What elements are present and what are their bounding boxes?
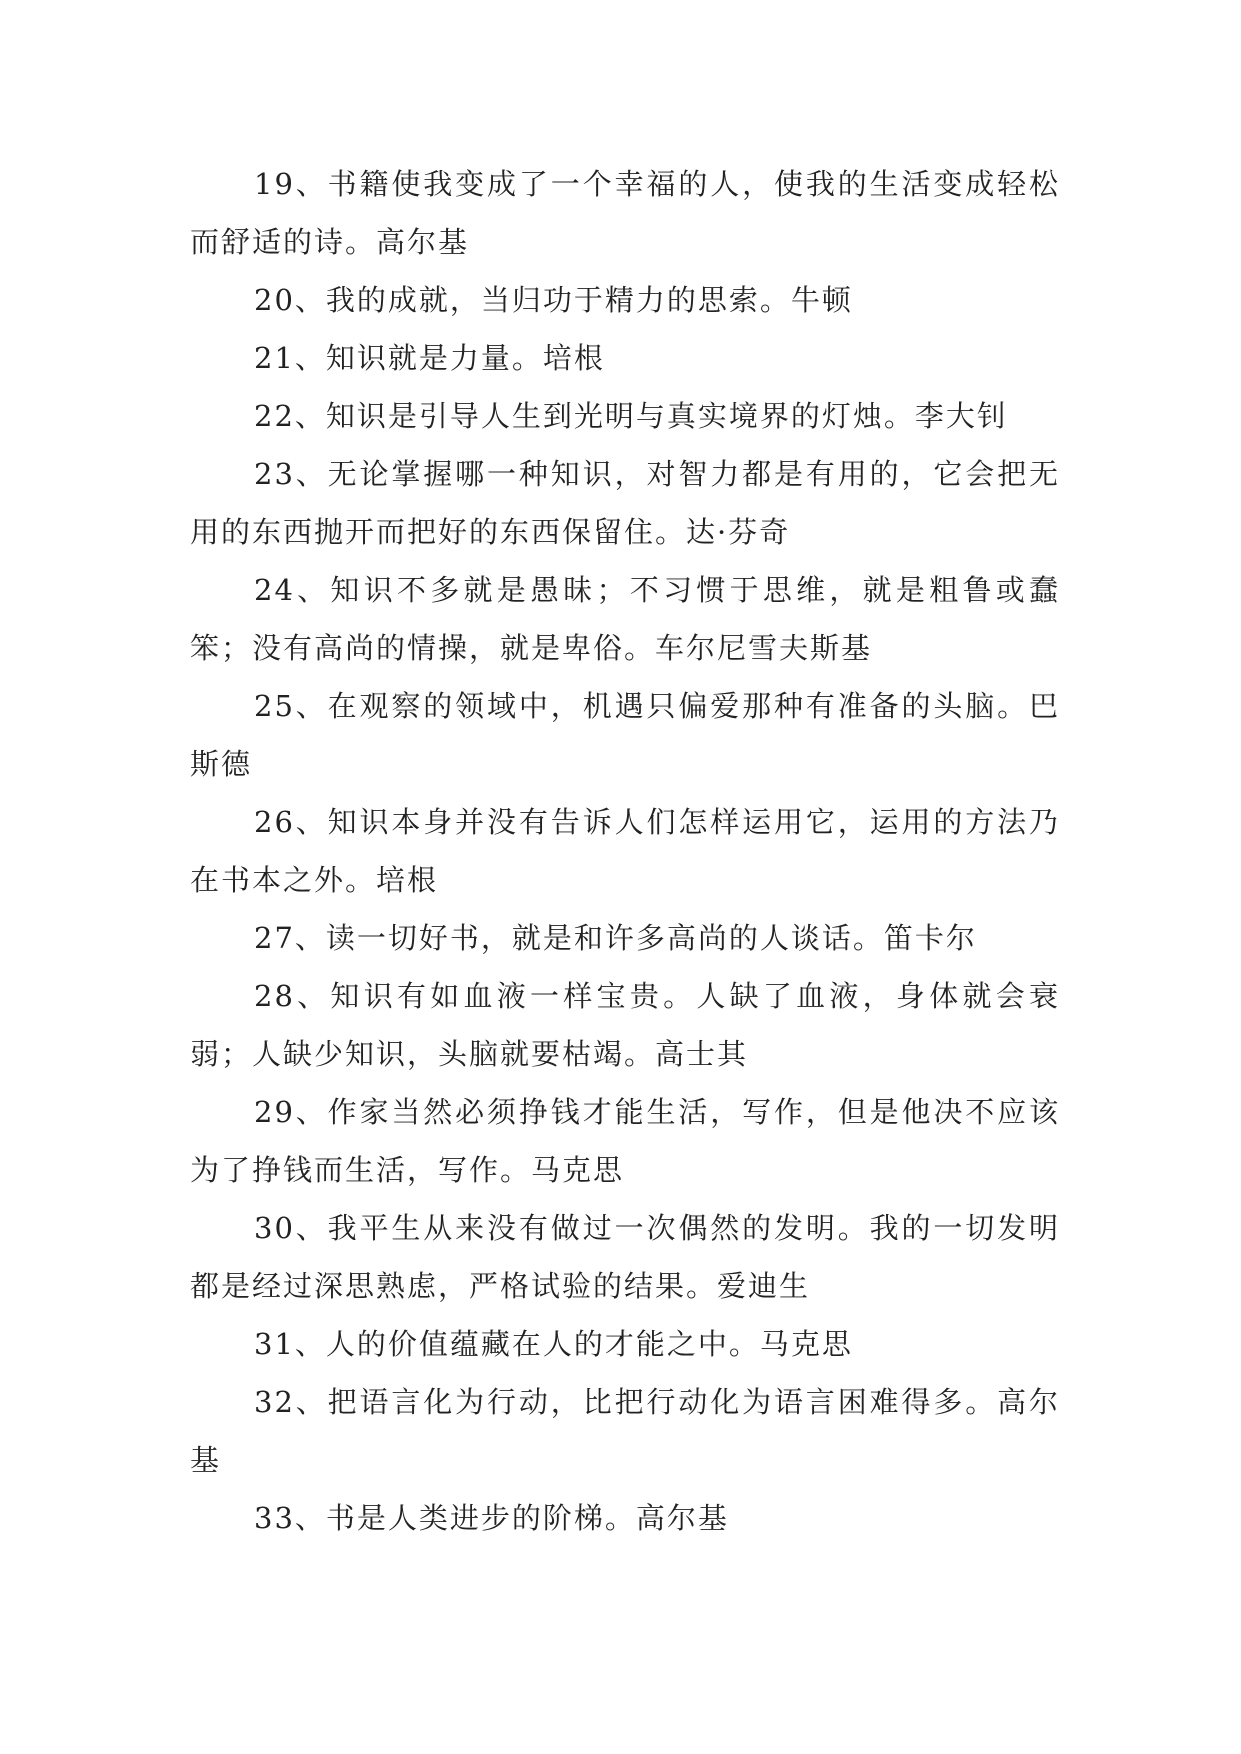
quote-paragraph: 19、书籍使我变成了一个幸福的人，使我的生活变成轻松而舒适的诗。高尔基: [190, 167, 1060, 259]
quote-paragraph: 32、把语言化为行动，比把行动化为语言困难得多。高尔基: [190, 1385, 1060, 1477]
quote-paragraph: 20、我的成就，当归功于精力的思索。牛顿: [254, 283, 853, 317]
quote-paragraph: 23、无论掌握哪一种知识，对智力都是有用的，它会把无用的东西抛开而把好的东西保留住。达·芬奇: [190, 457, 1060, 549]
quote-paragraph: 33、书是人类进步的阶梯。高尔基: [254, 1501, 729, 1535]
quote-paragraph: 28、知识有如血液一样宝贵。人缺了血液，身体就会衰弱；人缺少知识，头脑就要枯竭。高士其: [190, 979, 1060, 1071]
quote-paragraph: 30、我平生从来没有做过一次偶然的发明。我的一切发明都是经过深思熟虑，严格试验的结果。爱迪生: [190, 1211, 1060, 1303]
quote-paragraph: 31、人的价值蕴藏在人的才能之中。马克思: [254, 1327, 853, 1361]
quote-paragraph: 22、知识是引导人生到光明与真实境界的灯烛。李大钊: [254, 399, 1008, 433]
quote-paragraph: 25、在观察的领域中，机遇只偏爱那种有准备的头脑。巴斯德: [190, 689, 1060, 781]
quote-paragraph: 24、知识不多就是愚昧；不习惯于思维，就是粗鲁或蠢笨；没有高尚的情操，就是卑俗。车尔尼雪夫斯基: [190, 573, 1060, 665]
quote-list: [190, 155, 1060, 1547]
quote-paragraph: 26、知识本身并没有告诉人们怎样运用它，运用的方法乃在书本之外。培根: [190, 805, 1060, 897]
quote-paragraph: 27、读一切好书，就是和许多高尚的人谈话。笛卡尔: [254, 921, 977, 955]
quote-paragraph: 29、作家当然必须挣钱才能生活，写作，但是他决不应该为了挣钱而生活，写作。马克思: [190, 1095, 1060, 1187]
quote-paragraph: 21、知识就是力量。培根: [254, 341, 605, 375]
